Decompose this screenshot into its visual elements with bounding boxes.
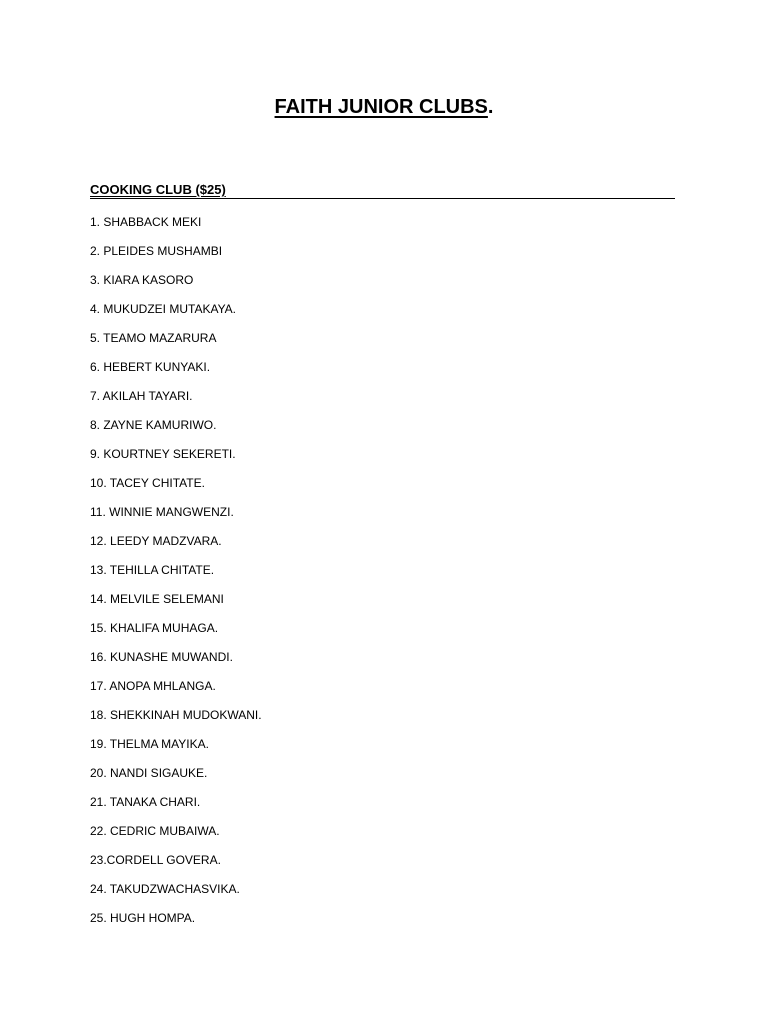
- list-item: 21. TANAKA CHARI.: [90, 795, 201, 809]
- list-item: 4. MUKUDZEI MUTAKAYA.: [90, 302, 237, 316]
- list-item: 18. SHEKKINAH MUDOKWANI.: [90, 708, 262, 722]
- document-title: [0, 96, 768, 119]
- list-item: 19. THELMA MAYIKA.: [90, 737, 209, 751]
- list-item: 25. HUGH HOMPA.: [90, 911, 196, 925]
- list-item: 14. MELVILE SELEMANI: [90, 592, 224, 606]
- cooking-club-member-list: [90, 213, 262, 938]
- list-item: 12. LEEDY MADZVARA.: [90, 534, 222, 548]
- list-item: 9. KOURTNEY SEKERETI.: [90, 447, 236, 461]
- list-item: 13. TEHILLA CHITATE.: [90, 563, 215, 577]
- list-item: 15. KHALIFA MUHAGA.: [90, 621, 219, 635]
- list-item: 8. ZAYNE KAMURIWO.: [90, 418, 217, 432]
- list-item: 1. SHABBACK MEKI: [90, 215, 202, 229]
- list-item: 23.CORDELL GOVERA.: [90, 853, 221, 867]
- list-item: 16. KUNASHE MUWANDI.: [90, 650, 233, 664]
- list-item: 5. TEAMO MAZARURA: [90, 331, 217, 345]
- list-item: 22. CEDRIC MUBAIWA.: [90, 824, 220, 838]
- cooking-club-heading-text: COOKING CLUB ($25): [90, 182, 226, 197]
- list-item: 10. TACEY CHITATE.: [90, 476, 205, 490]
- list-item: 7. AKILAH TAYARI.: [90, 389, 193, 403]
- list-item: 24. TAKUDZWACHASVIKA.: [90, 882, 240, 896]
- list-item: 11. WINNIE MANGWENZI.: [90, 505, 234, 519]
- document-title-text: FAITH JUNIOR CLUBS: [274, 96, 488, 118]
- list-item: 2. PLEIDES MUSHAMBI: [90, 244, 223, 258]
- cooking-club-heading: [90, 182, 675, 199]
- list-item: 20. NANDI SIGAUKE.: [90, 766, 208, 780]
- list-item: 6. HEBERT KUNYAKI.: [90, 360, 211, 374]
- list-item: 3. KIARA KASORO: [90, 273, 194, 287]
- document-title-period: .: [487, 96, 494, 118]
- list-item: 17. ANOPA MHLANGA.: [90, 679, 216, 693]
